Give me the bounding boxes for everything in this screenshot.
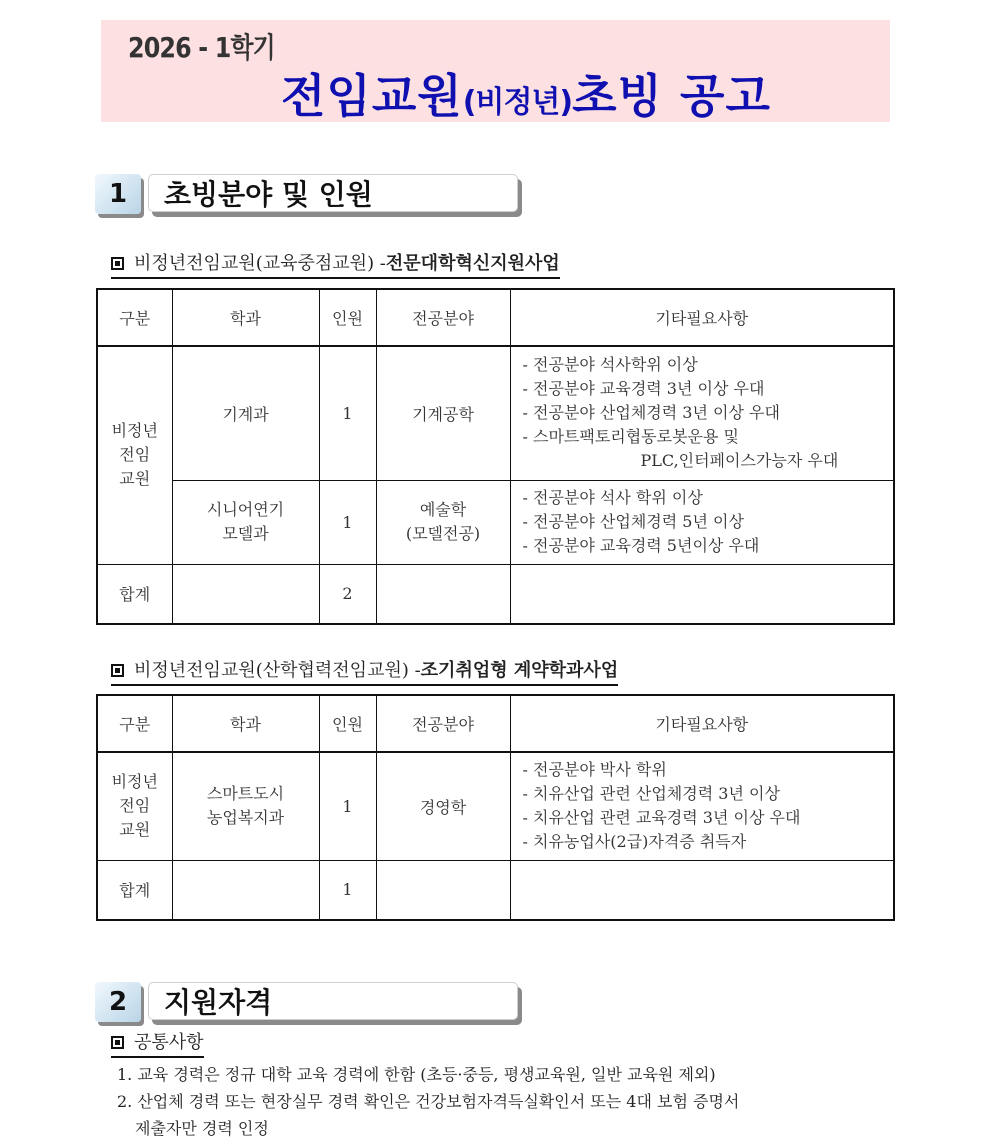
major-line: 예술학 (419, 500, 467, 519)
category-line: 전임 (119, 796, 151, 816)
dept-line: 스마트도시 (206, 784, 285, 804)
category-line: 전임 (119, 445, 151, 465)
major-cell (376, 346, 510, 480)
empty-cell (172, 564, 319, 624)
requirement-line: - 전공분야 산업체경력 5년 이상 (522, 512, 744, 531)
col-major: 전공분야 (376, 695, 510, 752)
col-count: 인원 (319, 695, 376, 752)
common-list (117, 1061, 739, 1142)
common-heading (111, 1031, 204, 1058)
table-row (97, 346, 894, 480)
total-count: 2 (319, 564, 376, 624)
title-paren: (비정년) (462, 85, 573, 120)
total-label: 합계 (97, 564, 172, 624)
square-bullet-icon (111, 257, 124, 270)
square-bullet-icon (111, 664, 124, 677)
title-main: 전임교원 (281, 69, 463, 123)
common-item: 2. 산업체 경력 또는 현장실무 경력 확인은 건강보험자격득실확인서 또는 4대 보험 증명서 (117, 1092, 740, 1111)
col-category: 구분 (97, 695, 172, 752)
requirement-line: - 스마트팩토리협동로봇운용 및 (522, 427, 740, 447)
requirement-line: - 전공분야 박사 학위 (522, 760, 667, 780)
empty-cell (376, 564, 510, 624)
table-row (97, 752, 894, 860)
requirements-cell (510, 480, 894, 564)
heading-text: 공통사항 (134, 1032, 204, 1053)
table-row (97, 480, 894, 564)
requirement-line: - 전공분야 석사 학위 이상 (522, 488, 703, 507)
category-line: 교원 (119, 820, 151, 840)
dept-cell (172, 480, 319, 564)
dept-cell (172, 346, 319, 480)
page-title (281, 60, 771, 126)
major-line: (모델전공) (405, 524, 481, 543)
table1-heading (111, 252, 560, 279)
count-cell: 1 (319, 346, 376, 480)
count-cell: 1 (319, 480, 376, 564)
empty-cell (510, 860, 894, 920)
total-count: 1 (319, 860, 376, 920)
requirement-line: - 전공분야 석사학위 이상 (522, 355, 698, 375)
requirement-line: - 전공분야 교육경력 5년이상 우대 (522, 536, 760, 555)
recruitment-table-1 (96, 288, 895, 625)
semester-label: 2026 - 1학기 (128, 31, 275, 64)
section-number: 2 (95, 982, 141, 1022)
col-category: 구분 (97, 289, 172, 346)
requirement-line: - 전공분야 교육경력 3년 이상 우대 (522, 379, 765, 399)
table-header-row (97, 695, 894, 752)
title-banner (101, 20, 890, 122)
title-rest: 초빙 공고 (572, 69, 771, 123)
dept-line: 시니어연기 (206, 500, 285, 519)
section-number: 1 (95, 174, 141, 214)
empty-cell (172, 860, 319, 920)
col-count: 인원 (319, 289, 376, 346)
table-header-row (97, 289, 894, 346)
section-title: 지원자격 (148, 982, 518, 1020)
common-item: 1. 교육 경력은 정규 대학 교육 경력에 한함 (초등·중등, 평생교육원, 일반 교육원 제외) (117, 1065, 716, 1084)
empty-cell (376, 860, 510, 920)
col-major: 전공분야 (376, 289, 510, 346)
major-line: 기계공학 (412, 404, 474, 424)
heading-program: 조기취업형 계약학과사업 (420, 660, 619, 681)
category-cell (97, 346, 172, 564)
category-line: 비정년 (111, 772, 158, 792)
heading-program: 전문대학혁신지원사업 (385, 253, 560, 274)
category-cell (97, 752, 172, 860)
table2-heading (111, 659, 618, 686)
total-label: 합계 (97, 860, 172, 920)
requirement-line: - 치유산업 관련 교육경력 3년 이상 우대 (522, 808, 801, 828)
dept-line: 농업복지과 (206, 808, 285, 828)
col-dept: 학과 (172, 289, 319, 346)
heading-text: 비정년전임교원(교육중점교원) - (134, 253, 386, 274)
total-row (97, 860, 894, 920)
col-dept: 학과 (172, 695, 319, 752)
count-cell: 1 (319, 752, 376, 860)
empty-cell (510, 564, 894, 624)
col-requirements: 기타필요사항 (510, 695, 894, 752)
requirements-cell (510, 346, 894, 480)
dept-line: 기계과 (222, 404, 269, 424)
square-bullet-icon (111, 1036, 124, 1049)
requirement-line: - 치유농업사(2급)자격증 취득자 (522, 832, 747, 852)
requirement-line: - 전공분야 산업체경력 3년 이상 우대 (522, 403, 780, 423)
requirements-cell (510, 752, 894, 860)
dept-line: 모델과 (222, 524, 269, 543)
category-line: 교원 (119, 469, 151, 489)
heading-text: 비정년전임교원(산학협력전임교원) - (134, 660, 421, 681)
recruitment-table-2 (96, 694, 895, 921)
major-cell (376, 480, 510, 564)
major-line: 경영학 (419, 797, 467, 817)
major-cell (376, 752, 510, 860)
requirement-line: - 치유산업 관련 산업체경력 3년 이상 (522, 784, 780, 804)
dept-cell (172, 752, 319, 860)
category-line: 비정년 (111, 421, 158, 441)
total-row (97, 564, 894, 624)
requirement-line: PLC,인터페이스가능자 우대 (640, 451, 839, 471)
common-item: 제출자만 경력 인정 (135, 1119, 269, 1138)
col-requirements: 기타필요사항 (510, 289, 894, 346)
section-title: 초빙분야 및 인원 (148, 174, 518, 212)
